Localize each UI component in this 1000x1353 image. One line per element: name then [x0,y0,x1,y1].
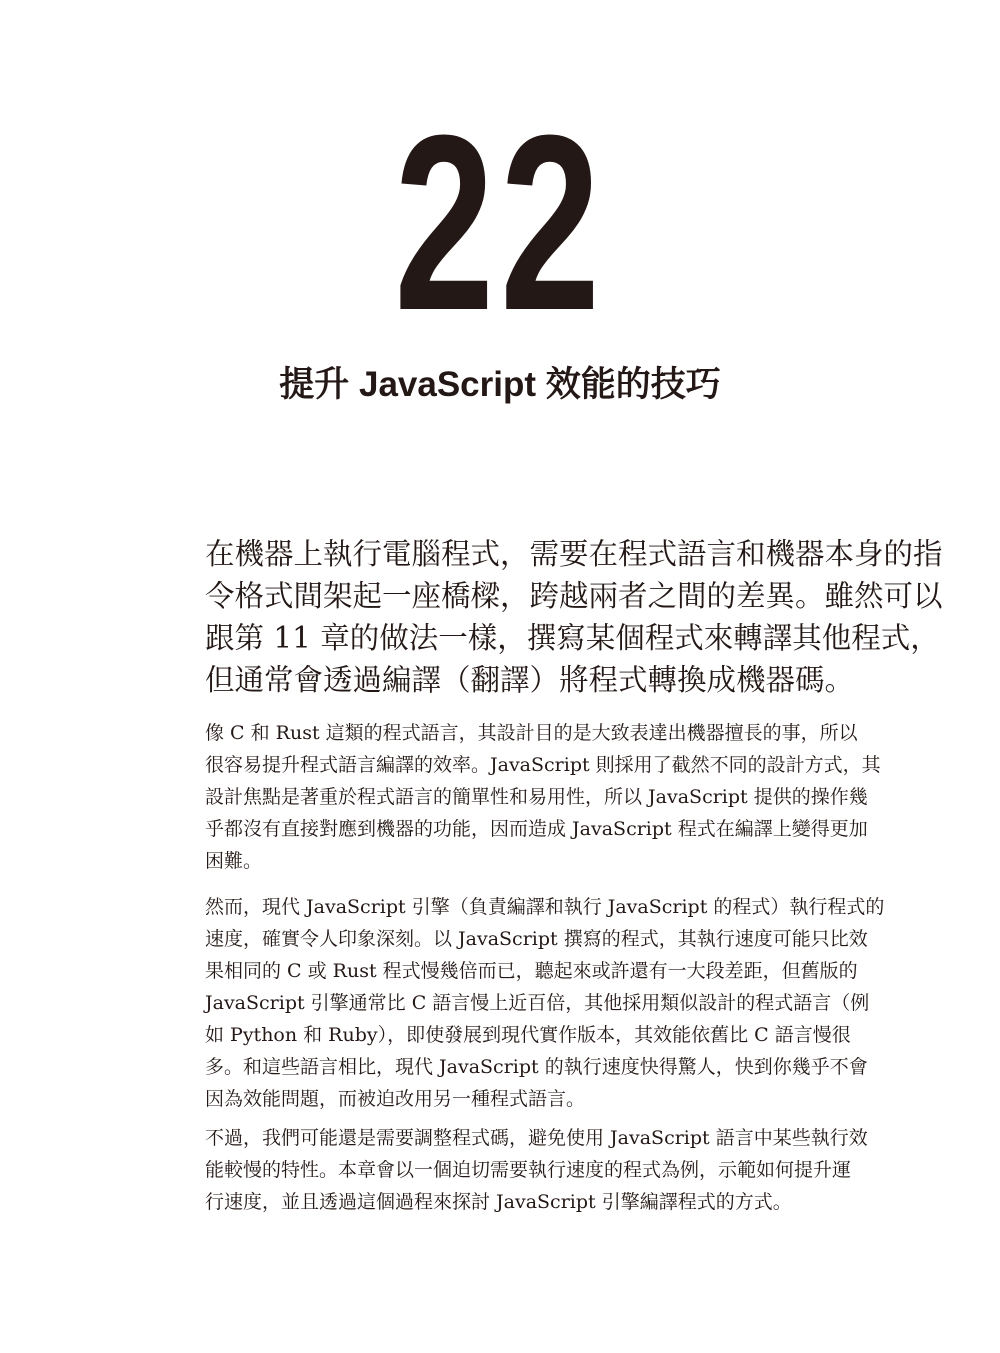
paragraph-line: 如 Python 和 Ruby），即使發展到現代實作版本，其效能依舊比 C 語言慢很 [205,1024,851,1046]
paragraph-line: 然而，現代 JavaScript 引擎（負責編譯和執行 JavaScript 的程式）執行程式的 [205,896,885,918]
paragraph-line: 行速度，並且透過這個過程來探討 JavaScript 引擎編譯程式的方式。 [205,1191,792,1213]
paragraph-line: 不過，我們可能還是需要調整程式碼，避免使用 JavaScript 語言中某些執行效 [205,1127,868,1149]
paragraph-line: 設計焦點是著重於程式語言的簡單性和易用性，所以 JavaScript 提供的操作幾 [205,786,868,808]
paragraph-line: 乎都沒有直接對應到機器的功能，因而造成 JavaScript 程式在編譯上變得更加 [205,818,868,840]
paragraph-line: 很容易提升程式語言編譯的效率。JavaScript 則採用了截然不同的設計方式，其 [205,754,881,776]
lead-line: 跟第 11 章的做法一樣，撰寫某個程式來轉譯其他程式， [205,621,940,655]
paragraph-line: 像 C 和 Rust 這類的程式語言，其設計目的是大致表達出機器擅長的事，所以 [205,722,858,744]
paragraph-line: 因為效能問題，而被迫改用另一種程式語言。 [205,1088,586,1110]
chapter-number-text: 22 [394,83,606,362]
chapter-title: 提升 JavaScript 效能的技巧 [279,365,721,404]
body-paragraph [205,717,920,877]
paragraph-line: 多。和這些語言相比，現代 JavaScript 的執行速度快得驚人，快到你幾乎不會 [205,1056,868,1078]
lead-paragraph [205,533,943,701]
paragraph-line: JavaScript 引擎通常比 C 語言慢上近百倍，其他採用類似設計的程式語言（例 [205,992,870,1014]
lead-line: 令格式間架起一座橋樑，跨越兩者之間的差異。雖然可以 [205,579,943,613]
lead-line: 在機器上執行電腦程式，需要在程式語言和機器本身的指 [205,537,943,571]
paragraph-line: 果相同的 C 或 Rust 程式慢幾倍而已，聽起來或許還有一大段差距，但舊版的 [205,960,858,982]
chapter-number [0,83,1000,362]
paragraph-line: 速度，確實令人印象深刻。以 JavaScript 撰寫的程式，其執行速度可能只比效 [205,928,868,950]
paragraph-line: 能較慢的特性。本章會以一個迫切需要執行速度的程式為例，示範如何提升運 [205,1159,852,1181]
paragraph-line: 困難。 [205,850,263,872]
body-paragraph [205,1122,920,1218]
lead-line: 但通常會透過編譯（翻譯）將程式轉換成機器碼。 [205,663,855,697]
body-paragraph [205,891,920,1115]
